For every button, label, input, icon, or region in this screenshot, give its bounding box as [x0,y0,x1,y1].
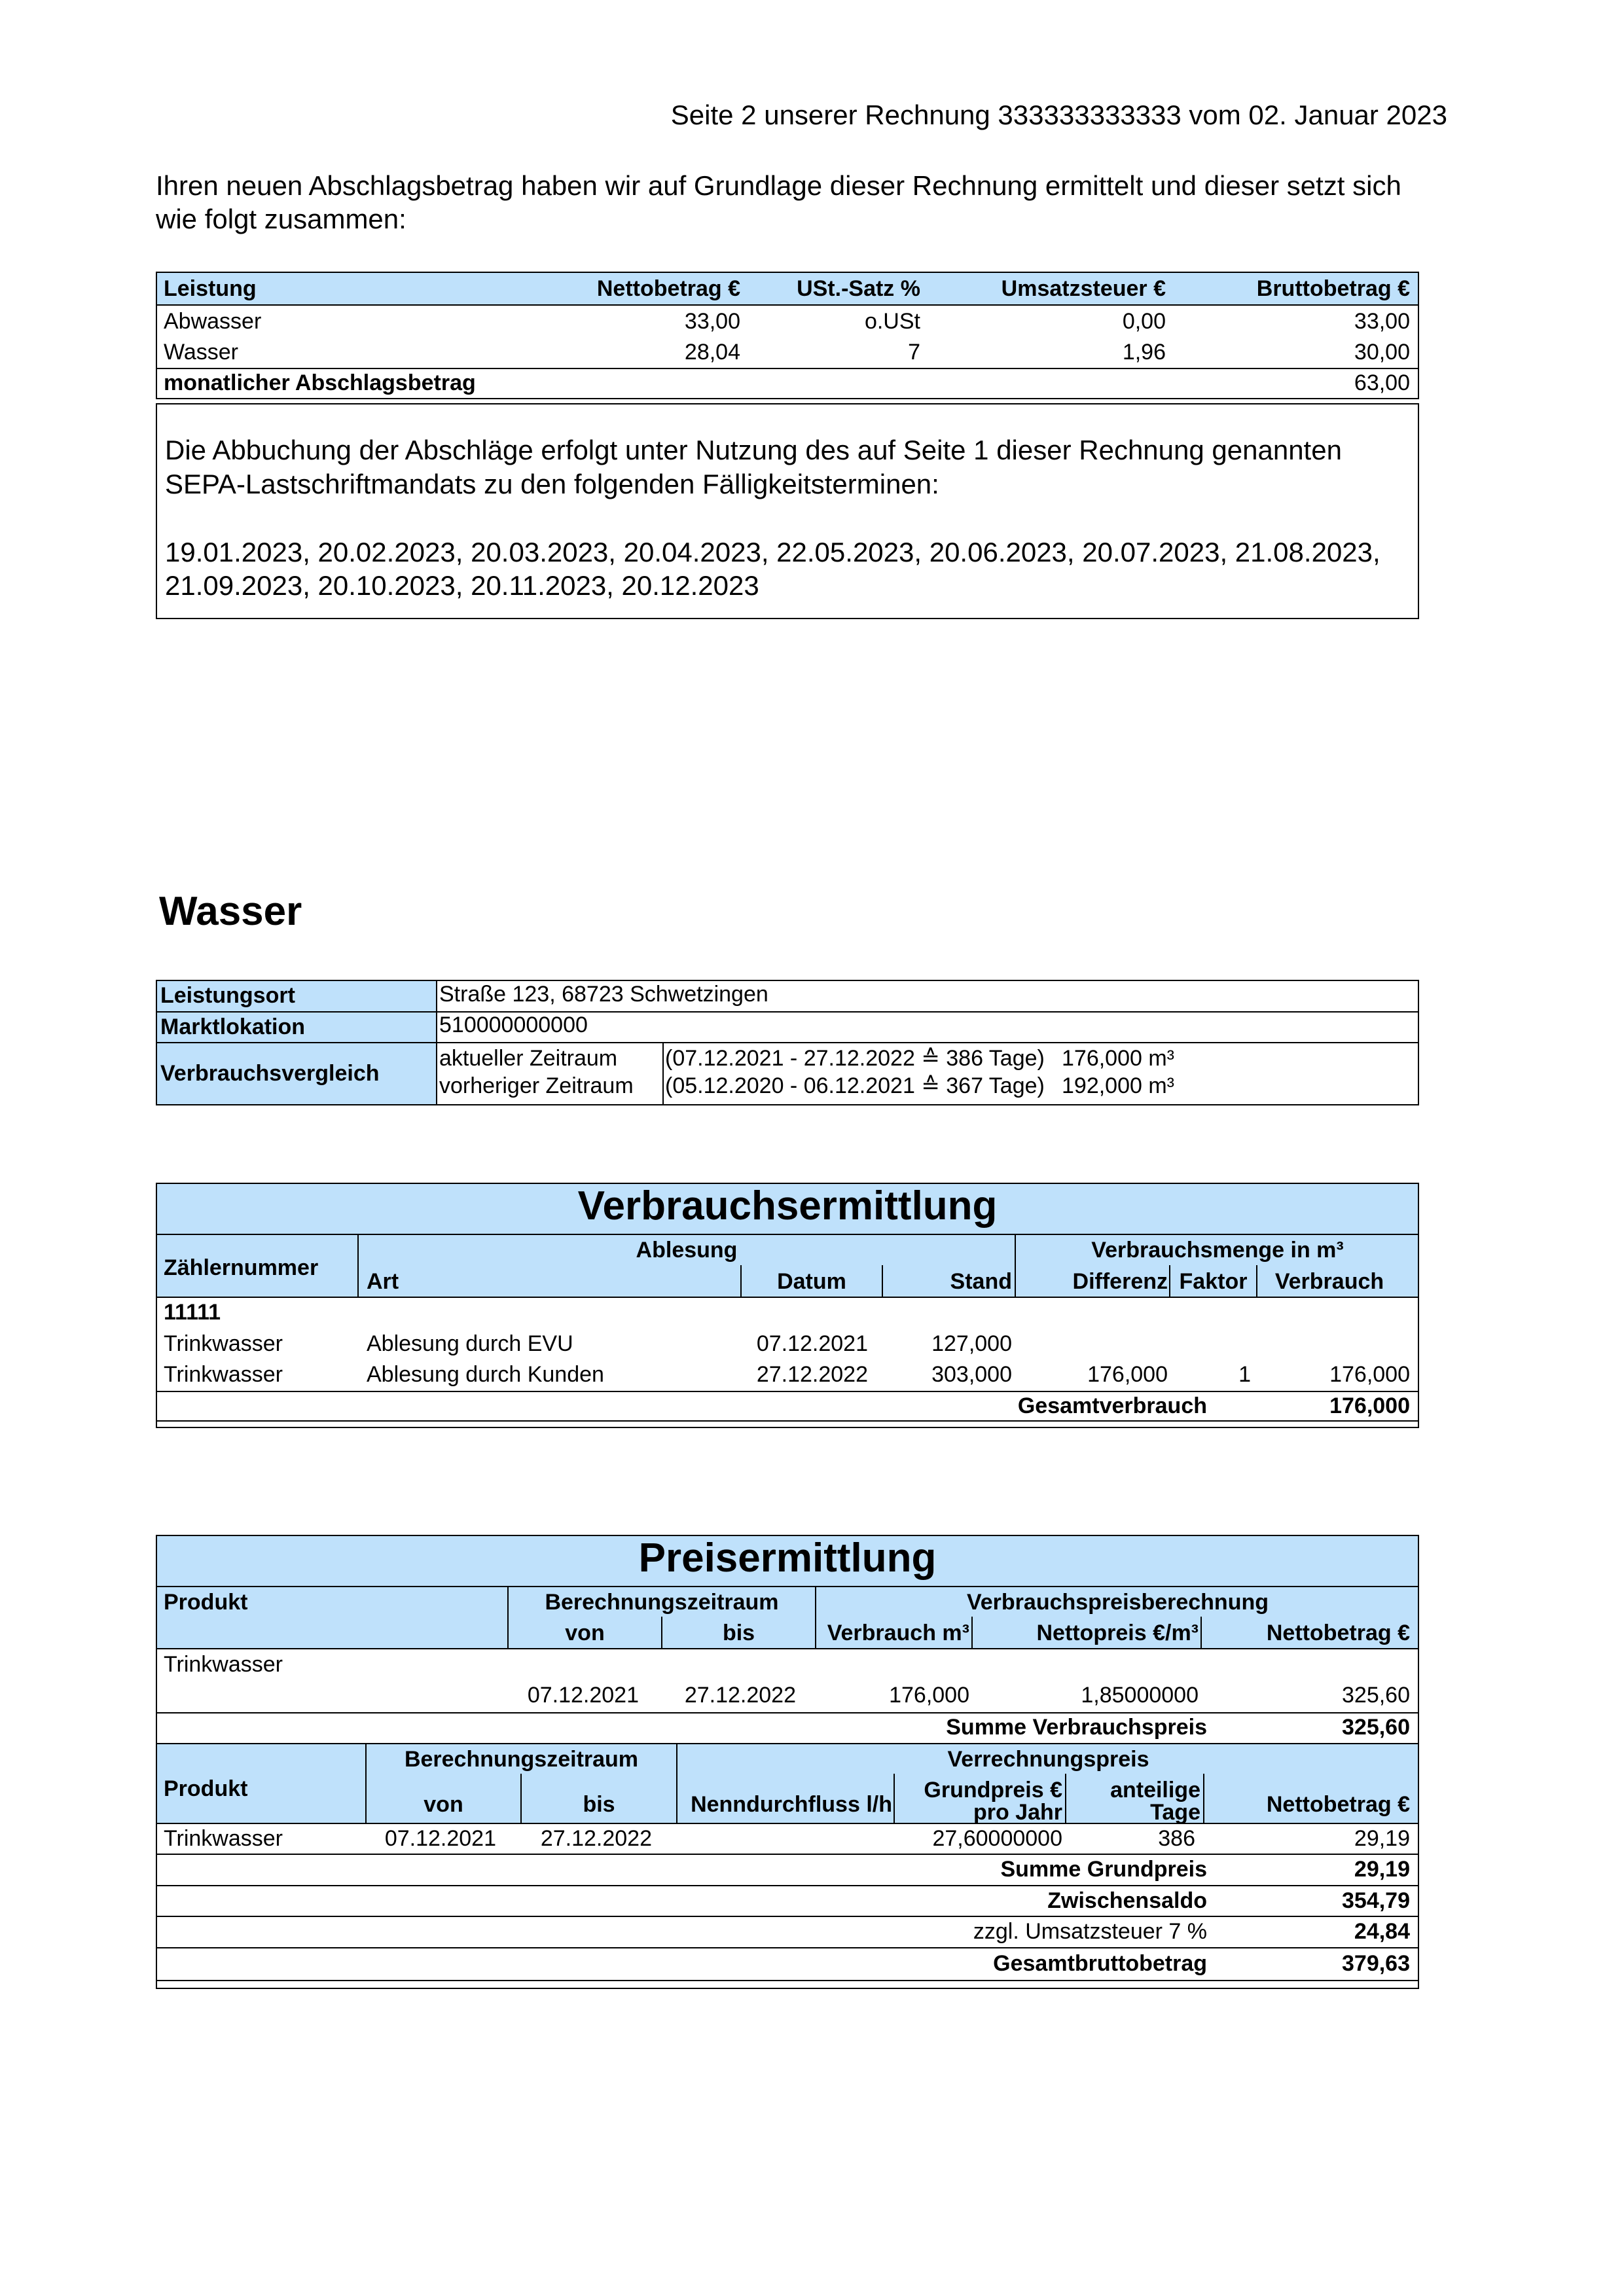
col-grundpreis-2: pro Jahr [973,1800,1062,1825]
abschlag-note-line-1: Die Abbuchung der Abschläge erfolgt unter Nutzung des auf Seite 1 dieser Rechnung genannten [165,435,1342,465]
abschlag-total-value: 63,00 [1354,370,1410,395]
zwischensaldo-label: Zwischensaldo [1047,1888,1207,1913]
gesamtverbrauch-value: 176,000 [1329,1393,1410,1418]
summe-grundpreis-label: Summe Grundpreis [1000,1857,1207,1882]
col-differenz: Differenz [1072,1269,1168,1294]
intro-line-1: Ihren neuen Abschlagsbetrag haben wir auf Grundlage dieser Rechnung ermittelt und dieser setzt sich [156,170,1401,201]
col-nettobetrag-2: Nettobetrag € [1266,1792,1410,1817]
umsatzsteuer-label: zzgl. Umsatzsteuer 7 % [973,1919,1207,1944]
col-stand: Stand [950,1269,1012,1294]
marktlokation-value: 510000000000 [439,1013,588,1037]
page-info: Seite 2 unserer Rechnung 333333333333 vom 02. Januar 2023 [670,99,1447,130]
vorheriger-zeitraum-value: 192,000 m³ [1062,1073,1174,1098]
col-verbrauch-m3: Verbrauch m³ [827,1621,969,1645]
col-leistung: Leistung [164,276,257,301]
gesamtbruttobetrag-value: 379,63 [1342,1951,1410,1976]
col-zaehlernummer: Zählernummer [164,1255,319,1280]
vorheriger-zeitraum-label: vorheriger Zeitraum [439,1073,634,1098]
due-dates-line-2: 21.09.2023, 20.10.2023, 20.11.2023, 20.12.2023 [165,570,759,601]
col-produkt: Produkt [164,1590,248,1615]
vorheriger-zeitraum-period: (05.12.2020 - 06.12.2021 ≙ 367 Tage) [665,1073,1045,1098]
col-verrechnungspreis: Verrechnungspreis [947,1747,1149,1772]
summe-verbrauchspreis-value: 325,60 [1342,1715,1410,1740]
due-dates-line-1: 19.01.2023, 20.02.2023, 20.03.2023, 20.04.2023, 22.05.2023, 20.06.2023, 20.07.2023, 21.08.2023, [165,537,1380,567]
col-verbrauchsmenge: Verbrauchsmenge in m³ [1091,1238,1344,1263]
leistungsort-label: Leistungsort [160,983,295,1008]
abschlag-note-line-2: SEPA-Lastschriftmandats zu den folgenden Fälligkeitsterminen: [165,469,939,499]
col-berechnungszeitraum: Berechnungszeitraum [545,1590,779,1615]
section-heading-wasser: Wasser [159,889,302,934]
aktueller-zeitraum-value: 176,000 m³ [1062,1046,1174,1071]
col-umsatzsteuer: Umsatzsteuer € [1001,276,1166,301]
verbrauchsvergleich-label: Verbrauchsvergleich [160,1061,380,1086]
aktueller-zeitraum-label: aktueller Zeitraum [439,1046,618,1071]
col-ust-satz: USt.-Satz % [797,276,920,301]
col-produkt-2: Produkt [164,1776,248,1801]
col-bruttobetrag: Bruttobetrag € [1256,276,1410,301]
verbrauch-title: Verbrauchsermittlung [577,1183,998,1229]
col-faktor: Faktor [1179,1269,1248,1294]
col-tage-2: Tage [1150,1800,1200,1825]
gesamtverbrauch-label: Gesamtverbrauch [1017,1393,1207,1418]
col-verbrauch: Verbrauch [1274,1269,1384,1294]
preis-produkt-trinkwasser: Trinkwasser [164,1652,283,1677]
summe-verbrauchspreis-label: Summe Verbrauchspreis [946,1715,1207,1740]
col-art: Art [367,1269,399,1294]
col-bis: bis [722,1621,755,1645]
gesamtbruttobetrag-label: Gesamtbruttobetrag [993,1951,1207,1976]
col-tage-1: anteilige [1110,1778,1200,1803]
preis-title: Preisermittlung [638,1535,937,1581]
col-nettobetrag: Nettobetrag € [1266,1621,1410,1645]
leistungsort-value: Straße 123, 68723 Schwetzingen [439,982,768,1007]
col-ablesung: Ablesung [636,1238,738,1263]
col-datum: Datum [777,1269,846,1294]
col-berechnungszeitraum-2: Berechnungszeitraum [404,1747,639,1772]
col-von-2: von [424,1792,463,1817]
col-nenndurchfluss: Nenndurchfluss l/h [691,1792,892,1817]
summe-grundpreis-value: 29,19 [1354,1857,1410,1882]
intro-line-2: wie folgt zusammen: [156,204,406,234]
meter-number: 11111 [164,1300,221,1325]
aktueller-zeitraum-period: (07.12.2021 - 27.12.2022 ≙ 386 Tage) [665,1046,1045,1071]
col-grundpreis-1: Grundpreis € [924,1778,1062,1803]
col-verbrauchspreisberechnung: Verbrauchspreisberechnung [966,1590,1269,1615]
umsatzsteuer-value: 24,84 [1354,1919,1410,1944]
marktlokation-label: Marktlokation [160,1014,306,1039]
col-bis-2: bis [583,1792,615,1817]
col-von: von [565,1621,605,1645]
zwischensaldo-value: 354,79 [1342,1888,1410,1913]
abschlag-total-label: monatlicher Abschlagsbetrag [164,370,476,395]
col-nettopreis: Nettopreis €/m³ [1036,1621,1199,1645]
col-nettobetrag: Nettobetrag € [596,276,740,301]
